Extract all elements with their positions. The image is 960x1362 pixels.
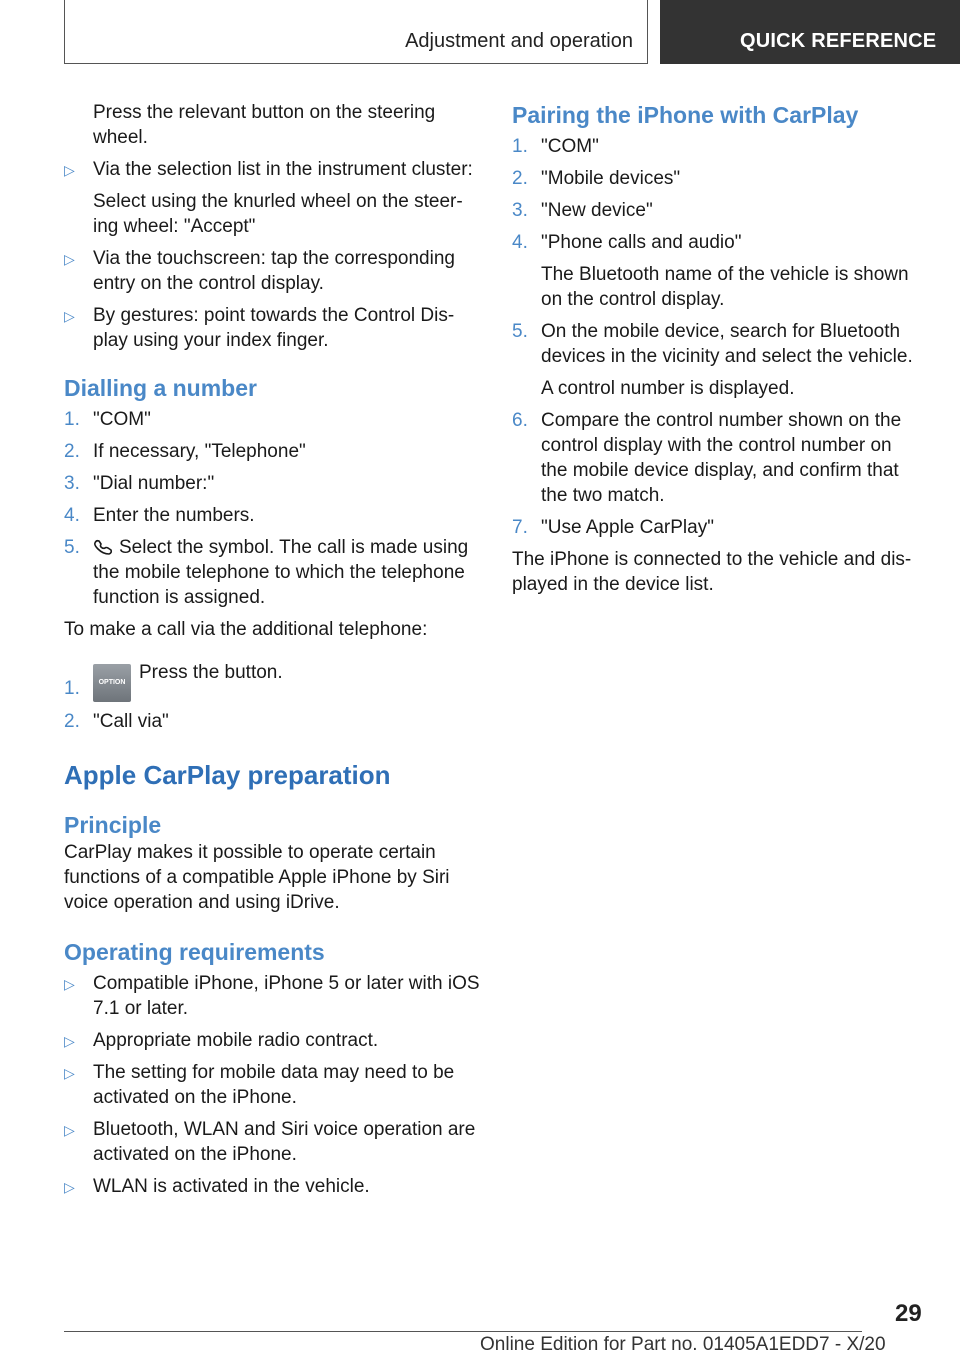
list-item: 1. OPTION Press the button. — [64, 660, 480, 702]
list-item: 3. "Dial number:" — [64, 473, 215, 494]
list-item: 1. "COM" — [512, 136, 599, 157]
bullet-triangle-icon: ▷ — [64, 308, 75, 324]
bullet-triangle-icon: ▷ — [64, 1065, 75, 1081]
list-item: ▷ Compatible iPhone, iPhone 5 or later with iOS 7.1 or later. — [64, 973, 480, 1019]
footer-divider — [64, 1331, 862, 1332]
list-item: 4. "Phone calls and audio" — [512, 232, 742, 253]
list-item-sub: The Bluetooth name of the vehicle is shown on the control display. — [541, 264, 909, 310]
list-item: ▷ Bluetooth, WLAN and Siri voice operation are activated on the iPhone. — [64, 1119, 476, 1165]
footer-edition: Online Edition for Part no. 01405A1EDD7 - X/20 — [480, 1334, 886, 1355]
pairing-closing-text: The iPhone is connected to the vehicle and dis‐played in the device list. — [512, 549, 912, 595]
bullet-triangle-icon: ▷ — [64, 1122, 75, 1138]
right-column — [512, 100, 922, 597]
header-tab-label: QUICK REFERENCE — [740, 30, 937, 52]
phone-handset-icon — [93, 539, 113, 555]
list-item: ▷ WLAN is activated in the vehicle. — [64, 1174, 480, 1199]
list-item: ▷ Via the touchscreen: tap the corresponding entry on the control display. — [64, 248, 455, 294]
carplay-heading: Apple CarPlay preparation — [64, 760, 391, 790]
bullet-triangle-icon: ▷ — [64, 162, 75, 178]
bullet-triangle-icon: ▷ — [64, 1033, 75, 1049]
bullet-triangle-icon: ▷ — [64, 251, 75, 267]
list-item: 2. "Mobile devices" — [512, 168, 681, 189]
list-item: ▷ The setting for mobile data may need to be activated on the iPhone. — [64, 1062, 455, 1108]
intro-continuation: Press the relevant button on the steering wheel. — [93, 102, 436, 148]
requirements-heading: Operating requirements — [64, 939, 325, 965]
bullet-triangle-icon: ▷ — [64, 976, 75, 992]
list-item: ▷ Appropriate mobile radio contract. — [64, 1028, 480, 1053]
pairing-heading: Pairing the iPhone with CarPlay — [512, 102, 859, 128]
option-button-icon: OPTION — [93, 664, 131, 702]
list-item: 2. If necessary, "Telephone" — [64, 441, 306, 462]
list-item: 5. Select the symbol. The call is made using the mobile telephone to which the telephone function is assigned. — [64, 537, 469, 608]
header-section-box — [64, 0, 648, 64]
bullet-triangle-icon: ▷ — [64, 1179, 75, 1195]
list-item: 5. On the mobile device, search for Bluetooth devices in the vicinity and select the vehicle. — [512, 321, 913, 367]
list-item-sub: Select using the knurled wheel on the steer‐ing wheel: "Accept" — [93, 191, 463, 237]
list-item: ▷ Via the selection list in the instrument cluster: — [64, 157, 480, 182]
list-item: 2. "Call via" — [64, 711, 169, 732]
header-tab — [660, 0, 960, 64]
left-column — [64, 100, 480, 1199]
list-item: 4. Enter the numbers. — [64, 505, 255, 526]
list-item: ▷ By gestures: point towards the Control Dis‐play using your index finger. — [64, 305, 455, 351]
dialling-heading: Dialling a number — [64, 375, 257, 401]
list-item: 7. "Use Apple CarPlay" — [512, 517, 714, 538]
list-item: 3. "New device" — [512, 200, 653, 221]
principle-text: CarPlay makes it possible to operate certain functions of a compatible Apple iPhone by Siri voice operation and using iDrive. — [64, 842, 450, 913]
header-section-title: Adjustment and operation — [405, 30, 633, 52]
additional-telephone-intro: To make a call via the additional telephone: — [64, 619, 428, 640]
list-item-sub: A control number is displayed. — [541, 378, 795, 399]
principle-heading: Principle — [64, 812, 162, 838]
list-item: 1. "COM" — [64, 409, 151, 430]
list-item: 6. Compare the control number shown on the control display with the control number on the mobile device display, and confirm that the two match. — [512, 410, 902, 506]
page-number: 29 — [895, 1300, 922, 1327]
